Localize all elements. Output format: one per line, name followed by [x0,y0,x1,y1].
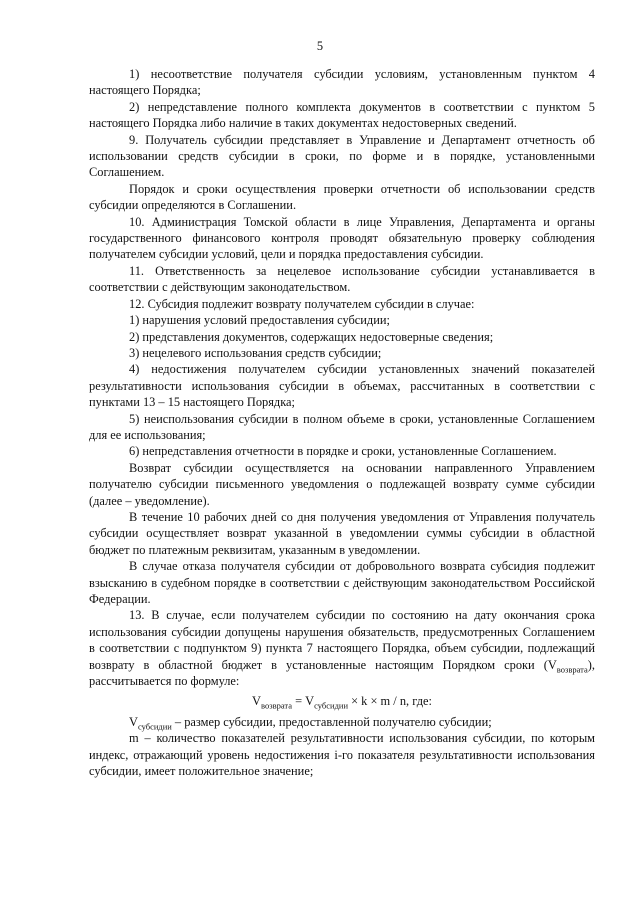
def-v-subscript: субсидии [137,721,172,732]
item13-subscript: возврата [556,664,588,675]
paragraph: 2) представления документов, содержащих недостоверные сведения; [129,329,494,344]
paragraph: Возврат субсидии осуществляется на основании направленного Управлением получателю субсидии письменного уведомления о подлежащей возврату сумме субсидии (далее – уведомление). [89,460,595,508]
formula-v1: V [252,694,261,709]
paragraph: Порядок и сроки осуществления проверки отчетности об использовании средств субсидии определяются в Соглашении. [89,181,595,213]
paragraph: 1) нарушения условий предоставления субсидии; [129,313,390,328]
def-v-symbol: V [129,714,138,729]
paragraph: В течение 10 рабочих дней со дня получения уведомления от Управления получатель субсидии осуществляет возврат указанной в уведомлении суммы субсидии в областной бюджет по платежным реквизитам, указанным в уведомлении. [89,509,595,557]
definition-m: m – количество показателей результативности использования субсидии, по которым индекс, отражающий уровень недостижения i-го показателя результативности использования субсидии, имеет положительное значение; [89,731,595,779]
paragraph: 1) несоответствие получателя субсидии условиям, установленным пунктом 4 настоящего Порядка; [89,67,595,98]
definition-v [89,714,595,730]
paragraph: 6) непредставления отчетности в порядке и сроки, установленные Соглашением. [129,444,557,459]
formula-sub1: возврата [261,700,292,711]
page-number: 5 [316,39,324,53]
paragraph: В случае отказа получателя субсидии от добровольного возврата субсидия подлежит взысканию в судебном порядке в соответствии с действующим законодательством Российской Федерации. [89,559,595,606]
formula-eq: = V [291,694,315,709]
def-v-text: – размер субсидии, предоставленной получателю субсидии; [171,714,492,729]
paragraph-item-13 [89,607,595,689]
item13-text: 13. В случае, если получателем субсидии по состоянию на дату окончания срока использования субсидии допущены нарушения обязательств, предусмотренных Соглашением в соответствии с подпунктом 9) пункта 7 настоящего Порядка, объем субсидии, подлежащий возврату в областной бюджет в установленные настоящим Порядком сроки (V [89,608,595,672]
paragraph: 2) непредставление полного комплекта документов в соответствии с пунктом 5 настоящего Порядка либо наличие в таких документах недостоверных сведений. [89,99,595,131]
formula [89,693,595,709]
paragraph: 5) неиспользования субсидии в полном объеме в сроки, установленные Соглашением для ее использования; [89,411,595,442]
paragraph: 11. Ответственность за нецелевое использование субсидии устанавливается в соответствии с действующим законодательством. [89,263,595,295]
item13-tail: ), рассчитывается по формуле: [89,657,595,689]
formula-sub2: субсидии [314,700,348,711]
paragraph: 4) недостижения получателем субсидии установленных значений показателей результативности использования субсидии в объемах, рассчитанных в соответствии с пунктами 13 – 15 настоящего Порядка; [89,362,595,410]
paragraph: 12. Субсидия подлежит возврату получателем субсидии в случае: [129,296,475,311]
paragraph: 3) нецелевого использования средств субсидии; [129,345,382,360]
paragraph: 9. Получатель субсидии представляет в Управление и Департамент отчетность об использовании средств субсидии в сроки, по форме и в порядке, установленными Соглашением. [89,132,595,180]
formula-rest: × k × m / n, где: [348,694,432,709]
document-body [89,66,595,779]
paragraph: 10. Администрация Томской области в лице Управления, Департамента и органы государственного финансового контроля проводят обязательную проверку соблюдения получателем субсидии условий, цели и порядка предоставления субсидии. [89,214,595,262]
